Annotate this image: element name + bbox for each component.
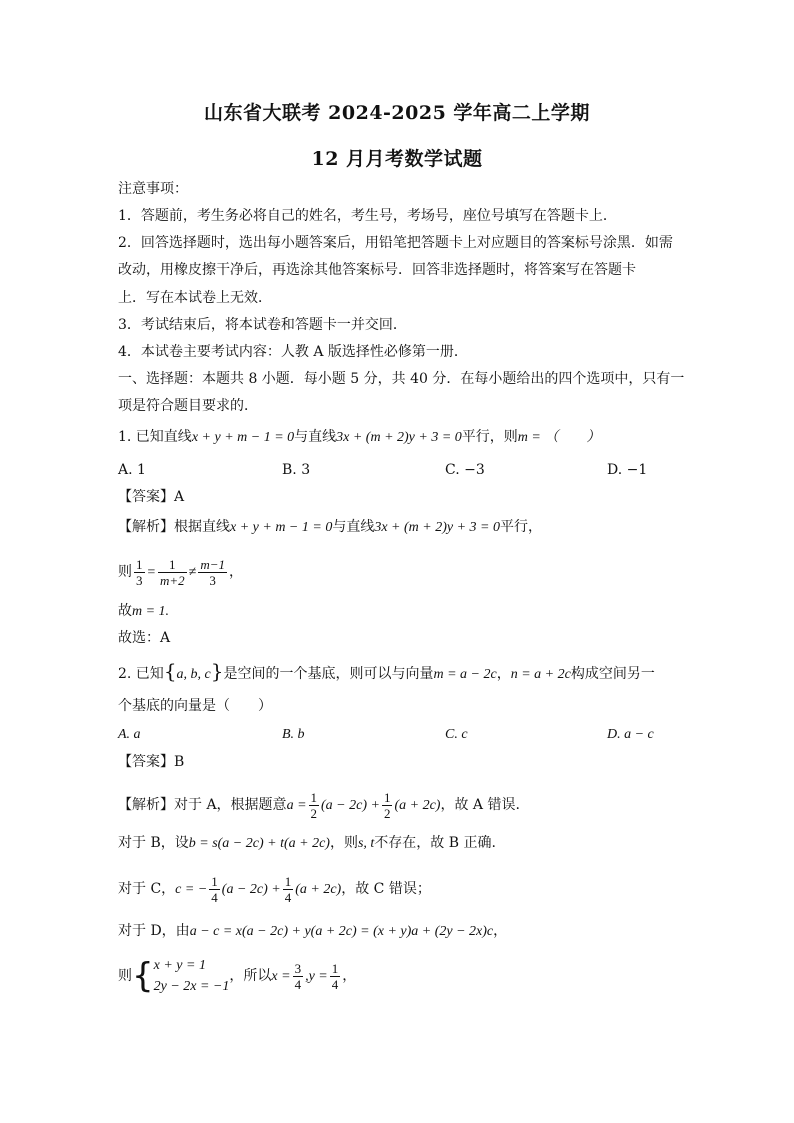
q2-b-tail2: 不存在，故 B 正确. (374, 835, 496, 851)
q2-c-frac-1 (209, 874, 220, 905)
q2-c-line: 对于 C， (118, 881, 176, 897)
notice-item-2a: 2．回答选择题时，选出每小题答案后，用铅笔把答题卡上对应题目的答案标号涂黑．如需 (118, 235, 673, 251)
q1-ask: m = （ ） (517, 430, 601, 445)
q1-analysis (118, 517, 678, 538)
notice-item-2c: 上．写在本试卷上无效． (118, 290, 272, 306)
q1-analysis-text2: 与直线 (332, 519, 375, 535)
q1-so-eq: m = 1. (132, 604, 170, 619)
q1-option-c: C. −3 (445, 462, 485, 478)
q1-analysis-text3: 平行， (499, 519, 542, 535)
q2-d-line: 对于 D，由 (118, 923, 190, 939)
notice-heading: 注意事项： (118, 181, 188, 197)
q2-a-tail: ，故 A 错误. (440, 797, 520, 813)
notice-item-2b: 改动，用橡皮擦干净后，再选涂其他答案标号．回答非选择题时，将答案写在答题卡 (118, 262, 636, 278)
q2-x-frac (293, 961, 304, 992)
q2-mid: 是空间的一个基底，则可以与向量 (223, 666, 434, 682)
q2-c-frac-2-den: 4 (284, 889, 292, 905)
q1-frac-2 (158, 557, 187, 588)
q1-frac-2-num: 1 (158, 557, 187, 573)
q2-option-c: C. c (445, 727, 468, 742)
q2-a-frac-2 (382, 790, 393, 821)
q2-c-frac-1-num: 1 (211, 873, 218, 889)
q2-vector-n: n = a + 2c (510, 667, 571, 682)
q2-x-frac-den: 4 (294, 976, 302, 992)
q1-option-a: A. 1 (118, 462, 146, 478)
q1-frac-3 (198, 557, 227, 588)
q2-x-frac-num: 3 (294, 960, 302, 976)
q2-analysis-c: 对于 C，c = − $\frac{1}{4}$ (a − 2c) + $\frac{1}{4}$ (a + 2c)，故 C 错误； (118, 873, 431, 905)
q1-option-d: D. −1 (607, 462, 648, 478)
q2-y-frac-den: 4 (331, 976, 339, 992)
q2-system-eq1: x + y = 1 (153, 958, 206, 973)
q1-choose: 故选：A (118, 630, 171, 646)
q2-b-line: 对于 B，设 (118, 835, 189, 851)
q1-option-b: B. 3 (282, 462, 311, 478)
section-heading-2: 项是符合题目要求的． (118, 398, 258, 414)
q2-analysis-b: 对于 B，设b = s(a − 2c) + t(a + 2c)，则s, t不存在，故 B 正确. (118, 835, 496, 851)
q2-vector-m: m = a − 2c (433, 667, 497, 682)
q2-y-frac-num: 1 (331, 960, 339, 976)
q2-option-d: D. a − c (607, 727, 654, 742)
q1-frac-2-den: m+2 (159, 572, 185, 588)
q2-c-tail: ，故 C 错误； (341, 881, 431, 897)
q2-x-eq: x = (271, 969, 291, 984)
q1-analysis-eq1: x + y + m − 1 = 0 (230, 520, 333, 535)
q2-analysis-d: 对于 D，由a − c = x(a − 2c) + y(a + 2c) = (x + y)a + (2y − 2x)c， (118, 923, 508, 939)
q2-answer: 【答案】B (118, 754, 185, 770)
q2-so: ，所以 (229, 968, 272, 984)
q1-fraction-line: 则 $\frac{1}{3}$ = $\frac{1}{m+2}$ ≠ $\frac{m-1}{3}$ ， (118, 556, 243, 588)
q1-so: 故 (118, 603, 132, 619)
q2-stem: 2. 已知{a, b, c}是空间的一个基底，则可以与向量m = a − 2c，n = a + 2c构成空间另一 (118, 659, 655, 683)
notice-item-4: 4．本试卷主要考试内容：人教 A 版选择性必修第一册． (118, 344, 468, 360)
q2-basis-set: a, b, c (176, 667, 211, 682)
q2-a-frac-2-den: 2 (383, 805, 391, 821)
q2-system-eq2: 2y − 2x = −1 (153, 979, 230, 994)
q2-option-a: A. a (118, 727, 141, 742)
q2-c-frac-1-den: 4 (211, 889, 218, 905)
q2-b-st: s, t (357, 836, 375, 851)
q1-eq1: x + y + m − 1 = 0 (191, 430, 295, 445)
q2-system-line: 则{ x + y = 1 2y − 2x = −1 ，所以x = $\frac{3}{4}$ ,y = $\frac{1}{4}$ ， (118, 956, 357, 996)
q1-analysis-text1: 根据直线 (174, 519, 230, 535)
q2-c-frac-2-num: 1 (284, 873, 292, 889)
q2-a-frac-2-num: 1 (383, 789, 391, 805)
q1-frac-1-num: 1 (136, 556, 143, 572)
q1-frac-1-den: 3 (136, 572, 143, 588)
title-line-1: 山东省大联考 2024-2025 学年高二上学期 (204, 102, 590, 124)
q2-analysis-label: 【解析】 (118, 797, 174, 813)
q1-prefix: 1. 已知直线 (118, 429, 192, 445)
notice-item-3: 3．考试结束后，将本试卷和答题卡一并交回． (118, 317, 407, 333)
q1-eq2: 3x + (m + 2)y + 3 = 0 (336, 430, 462, 445)
title-line-2: 12 月月考数学试题 (311, 148, 483, 170)
q1-suffix: 平行，则 (461, 429, 518, 445)
q2-a-line: 对于 A，根据题意 (174, 797, 287, 813)
q1-answer: 【答案】A (118, 489, 185, 505)
q2-b-tail1: ，则 (329, 835, 358, 851)
q1-analysis-label: 【解析】 (118, 519, 174, 535)
q2-a-frac-1-den: 2 (310, 805, 318, 821)
q1-frac-1 (134, 557, 145, 588)
q2-option-b: B. b (282, 727, 305, 742)
q2-a-frac-1-num: 1 (310, 789, 318, 805)
q2-c-frac-2 (283, 874, 294, 905)
q1-conclusion (118, 601, 678, 622)
q2-suffix: 构成空间另一 (570, 666, 655, 682)
q2-then: 则 (118, 968, 132, 984)
notice-item-1: 1．答题前，考生务必将自己的姓名，考生号，考场号，座位号填写在答题卡上． (118, 208, 617, 224)
q2-d-tail: ， (493, 923, 508, 939)
q2-y-frac (330, 961, 341, 992)
q1-frac-3-den: 3 (209, 572, 216, 588)
q1-mid: 与直线 (294, 429, 337, 445)
section-heading-1: 一、选择题：本题共 8 小题．每小题 5 分，共 40 分．在每小题给出的四个选项中，只有一 (118, 371, 685, 387)
q1-stem (118, 427, 678, 448)
q2-system (154, 955, 230, 997)
q2-end: ， (342, 968, 357, 984)
q2-prefix: 2. 已知 (118, 666, 164, 682)
q1-analysis-eq2: 3x + (m + 2)y + 3 = 0 (374, 520, 500, 535)
q2-stem-2: 个基底的向量是（ ） (118, 698, 272, 714)
q1-then: 则 (118, 564, 132, 580)
q2-analysis-a: 【解析】对于 A，根据题意a = $\frac{1}{2}$ (a − 2c) + $\frac{1}{2}$ (a + 2c)，故 A 错误. (118, 789, 520, 821)
q2-a-frac-1 (309, 790, 320, 821)
q1-frac-3-num: m−1 (200, 556, 225, 572)
q2-y-eq: y = (308, 969, 328, 984)
